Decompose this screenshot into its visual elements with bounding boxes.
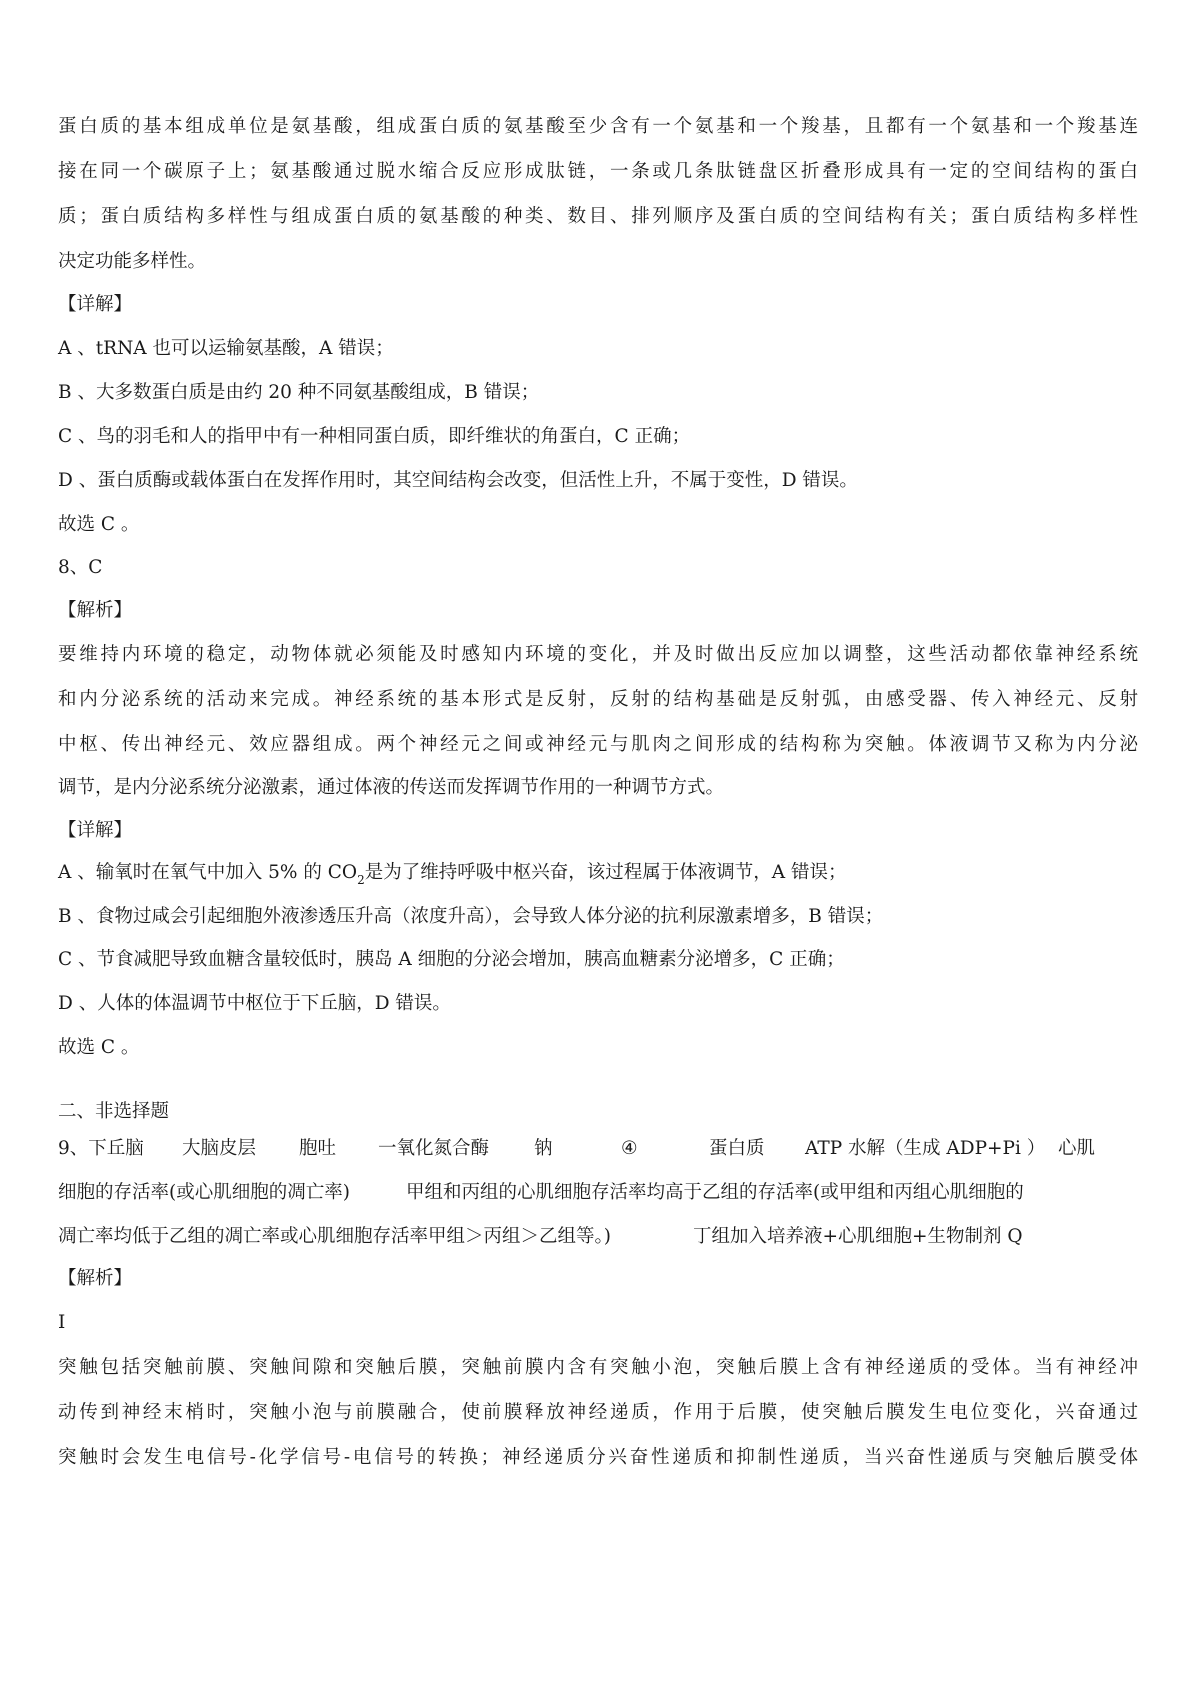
text-line: 要维持内环境的稳定，动物体就必须能及时感知内环境的变化，并及时做出反应加以调整，这些活动都依靠神经系统	[58, 644, 1138, 665]
answer-item: 胞吐	[299, 1138, 337, 1159]
text-line: 动传到神经末梢时，突触小泡与前膜融合，使前膜释放神经递质，作用于后膜，使突触后膜发生电位变化，兴奋通过	[58, 1402, 1138, 1423]
answer-item: 一氧化氮合酶	[378, 1138, 490, 1159]
text-line: D 、蛋白质酶或载体蛋白在发挥作用时，其空间结构会改变，但活性上升，不属于变性，D 错误。	[58, 470, 858, 491]
section-heading: 二、非选择题	[58, 1101, 170, 1122]
section-heading: 【详解】	[58, 294, 133, 315]
text-line: D 、人体的体温调节中枢位于下丘脑，D 错误。	[58, 993, 451, 1014]
text-line: 突触时会发生电信号-化学信号-电信号的转换；神经递质分兴奋性递质和抑制性递质，当兴奋性递质与突触后膜受体	[58, 1447, 1138, 1468]
text-line	[58, 858, 1138, 889]
section-heading: 【解析】	[58, 1268, 133, 1289]
text-segment: 是为了维持呼吸中枢兴奋，该过程属于体液调节，A 错误；	[364, 862, 847, 883]
text-line: 质；蛋白质结构多样性与组成蛋白质的氨基酸的种类、数目、排列顺序及蛋白质的空间结构有关；蛋白质结构多样性	[58, 206, 1138, 227]
answer-item: 甲组和丙组的心肌细胞存活率均高于乙组的存活率(或甲组和丙组心肌细胞的	[406, 1182, 1024, 1203]
answer-item: 凋亡率均低于乙组的凋亡率或心肌细胞存活率甲组＞丙组＞乙组等。)	[58, 1226, 611, 1247]
section-heading: 【详解】	[58, 820, 133, 841]
text-line: C 、节食减肥导致血糖含量较低时，胰岛 A 细胞的分泌会增加，胰高血糖素分泌增多，C 正确；	[58, 949, 845, 970]
text-line: 调节，是内分泌系统分泌激素，通过体液的传送而发挥调节作用的一种调节方式。	[58, 777, 725, 798]
text-line: 故选 C 。	[58, 514, 140, 535]
text-line: 和内分泌系统的活动来完成。神经系统的基本形式是反射，反射的结构基础是反射弧，由感受器、传入神经元、反射	[58, 689, 1138, 710]
text-line: C 、鸟的羽毛和人的指甲中有一种相同蛋白质，即纤维状的角蛋白，C 正确；	[58, 426, 691, 447]
answer-item: 细胞的存活率(或心肌细胞的凋亡率)	[58, 1182, 350, 1203]
section-heading: 【解析】	[58, 600, 133, 621]
answer-item: 9、下丘脑	[58, 1138, 144, 1159]
text-line: 决定功能多样性。	[58, 251, 207, 272]
text-line: 中枢、传出神经元、效应器组成。两个神经元之间或神经元与肌肉之间形成的结构称为突触。体液调节又称为内分泌	[58, 734, 1138, 755]
answer-item: 心肌	[1058, 1138, 1096, 1159]
question-number: 8、C	[58, 557, 103, 578]
text-line: 突触包括突触前膜、突触间隙和突触后膜，突触前膜内含有突触小泡，突触后膜上含有神经递质的受体。当有神经冲	[58, 1357, 1138, 1378]
text-segment: A 、输氧时在氧气中加入 5% 的 CO	[58, 862, 358, 883]
text-line: B 、食物过咸会引起细胞外液渗透压升高（浓度升高），会导致人体分泌的抗利尿激素增多，B 错误；	[58, 906, 884, 927]
text-line: 蛋白质的基本组成单位是氨基酸，组成蛋白质的氨基酸至少含有一个氨基和一个羧基，且都有一个氨基和一个羧基连	[58, 116, 1138, 137]
answer-item: 蛋白质	[709, 1138, 765, 1159]
answer-item: 大脑皮层	[182, 1138, 257, 1159]
answer-item: ④	[621, 1138, 638, 1159]
text-line: 故选 C 。	[58, 1037, 140, 1058]
text-line: A 、tRNA 也可以运输氨基酸，A 错误；	[58, 338, 394, 359]
answer-item: ATP 水解（生成 ADP+Pi ）	[805, 1138, 1046, 1159]
text-line: 接在同一个碳原子上；氨基酸通过脱水缩合反应形成肽链，一条或几条肽链盘区折叠形成具有一定的空间结构的蛋白	[58, 161, 1138, 182]
answer-item: 钠	[534, 1138, 553, 1159]
text-line: B 、大多数蛋白质是由约 20 种不同氨基酸组成，B 错误；	[58, 382, 540, 403]
part-label: Ⅰ	[58, 1312, 66, 1333]
subscript: 2	[357, 873, 365, 887]
answer-item: 丁组加入培养液+心肌细胞+生物制剂 Q	[693, 1226, 1023, 1247]
